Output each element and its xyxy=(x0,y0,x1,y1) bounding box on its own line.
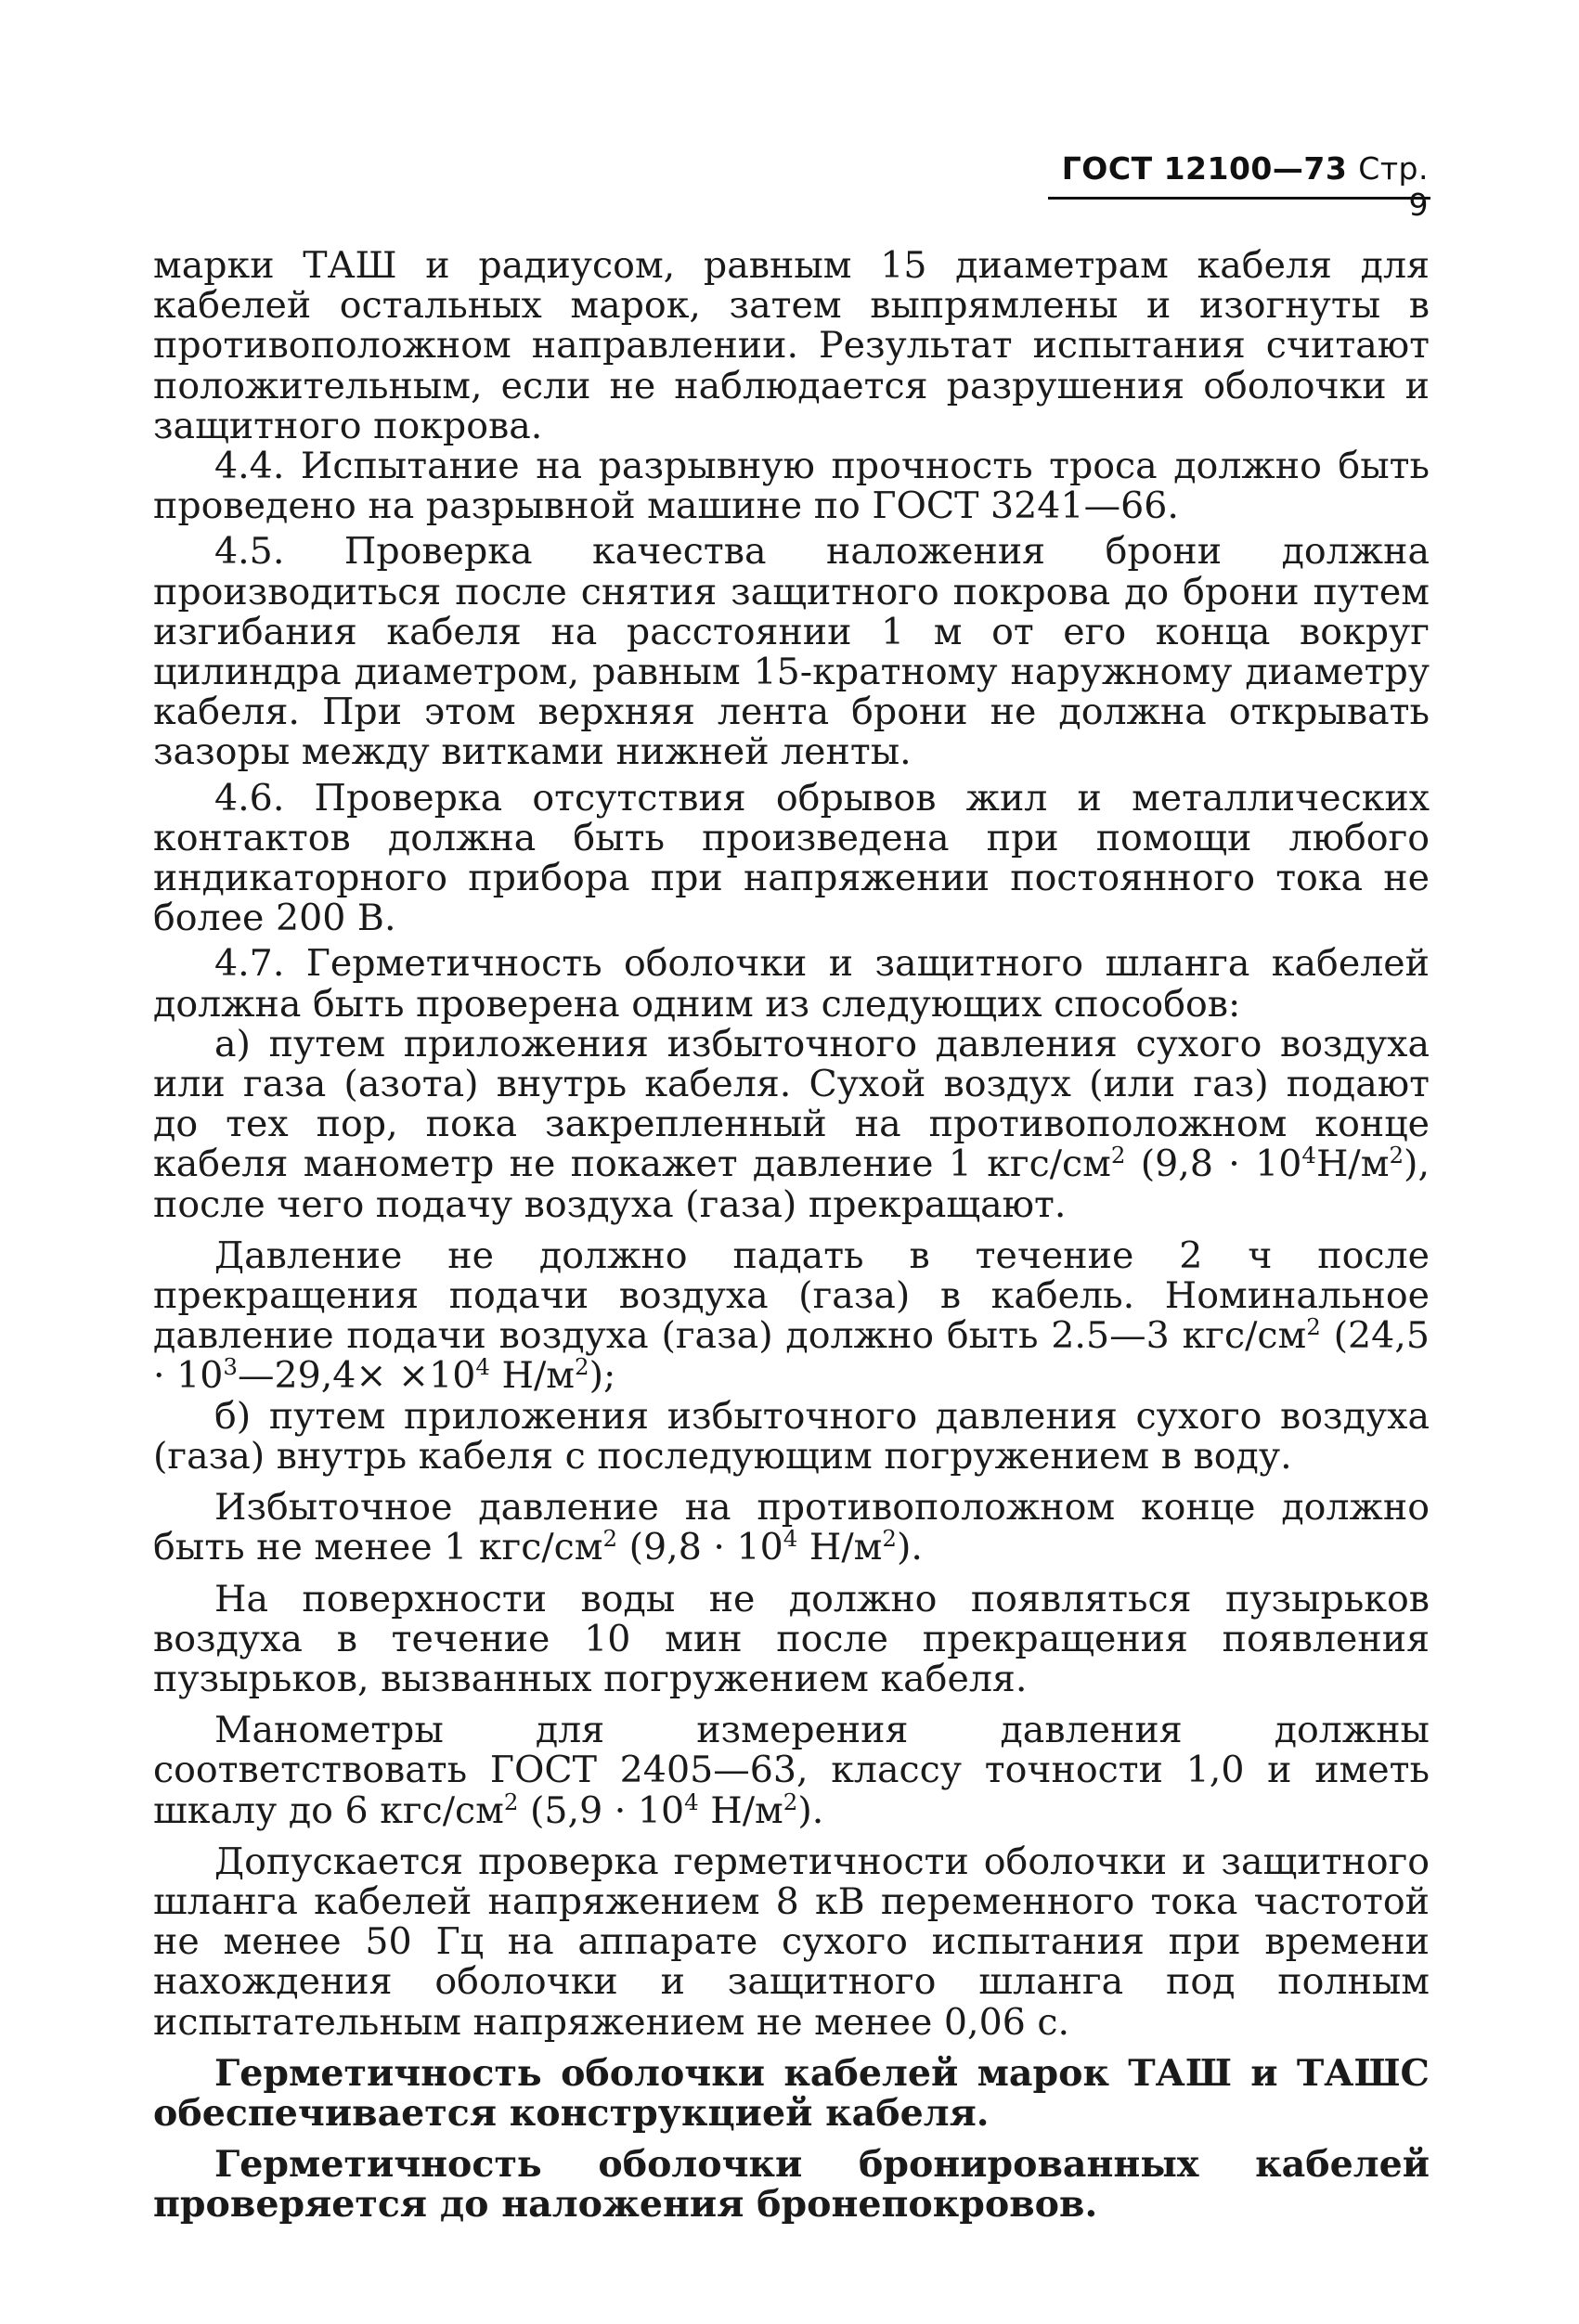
paragraph-method-b: б) путем приложения избыточного давления сухого воздуха (газа) внутрь кабеля с последующим погружением в воду. xyxy=(153,1394,1430,1478)
standard-number: ГОСТ 12100—73 xyxy=(1061,150,1348,187)
paragraph-bubbles: На поверхности воды не должно появляться пузырьков воздуха в течение 10 мин после прекращения появления пузырьков, вызванных погружением кабеля. xyxy=(153,1577,1430,1700)
page-header xyxy=(1039,150,1429,223)
paragraph-4-6: 4.6. Проверка отсутствия обрывов жил и металлических контактов должна быть произведена при помощи любого индикаторного прибора при напряжении постоянного тока не более 200 В. xyxy=(153,776,1430,940)
paragraph-tash-sealing: Герметичность оболочки кабелей марок ТАШ и ТАШС обеспечивается конструкцией кабеля. xyxy=(153,2051,1430,2135)
document-body xyxy=(153,246,1430,2226)
paragraph-excess-pressure: Избыточное давление на противоположном конце должно быть не менее 1 кгс/$см^2$ ($9,8 \cdot 10^4$ $Н/м^2$). xyxy=(153,1486,1430,1569)
paragraph-method-a: а) путем приложения избыточного давления сухого воздуха или газа (азота) внутрь кабеля. Сухой воздух (или газ) подают до тех пор, пока закрепленный на противоположном конце кабеля манометр не покажет давление 1 кгс/$см^2$ $(9,8 \cdot 10^4Н/м^2)$, после чего подачу воздуха (газа) прекращают. xyxy=(153,1022,1430,1226)
paragraph-4-5: 4.5. Проверка качества наложения брони должна производиться после снятия защитного покрова до брони путем изгибания кабеля на расстоянии 1 м от его конца вокруг цилиндра диаметром, равным 15-кратному наружному диаметру кабеля. При этом верхняя лента брони не должна открывать зазоры между витками нижней ленты. xyxy=(153,530,1430,774)
page-number: Стр. 9 xyxy=(1358,150,1429,223)
paragraph-continuation: марки ТАШ и радиусом, равным 15 диаметрам кабеля для кабелей остальных марок, затем выпрямлены и изогнуты в противоположном направлении. Результат испытания считают положительным, если не наблюдается разрушения оболочки и защитного покрова. xyxy=(153,244,1430,447)
paragraph-4-4: 4.4. Испытание на разрывную прочность троса должно быть проведено на разрывной машине по ГОСТ 3241—66. xyxy=(153,445,1430,528)
paragraph-pressure-drop: Давление не должно падать в течение 2 ч после прекращения подачи воздуха (газа) в кабель. Номинальное давление подачи воздуха (газа) должно быть 2.5—3 кгс/$см^2$ ($24,5 \cdot 10^3—29,4\times \times 10^4$ $Н/м^2$); xyxy=(153,1233,1430,1398)
paragraph-armored-sealing: Герметичность оболочки бронированных кабелей проверяется до наложения бронепокровов. xyxy=(153,2143,1430,2227)
paragraph-dry-test: Допускается проверка герметичности оболочки и защитного шланга кабелей напряжением 8 кВ переменного тока частотой не менее 50 Гц на аппарате сухого испытания при времени нахождения оболочки и защитного шланга под полным испытательным напряжением не менее 0,06 с. xyxy=(153,1840,1430,2044)
paragraph-manometers: Манометры для измерения давления должны соответствовать ГОСТ 2405—63, классу точности 1,0 и иметь шкалу до 6 кгс/$см^2$ ($5,9 \cdot 10^4$ $Н/м^2$). xyxy=(153,1709,1430,1832)
paragraph-4-7: 4.7. Герметичность оболочки и защитного шланга кабелей должна быть проверена одним из следующих способов: xyxy=(153,942,1430,1026)
header-rule xyxy=(1048,197,1430,200)
